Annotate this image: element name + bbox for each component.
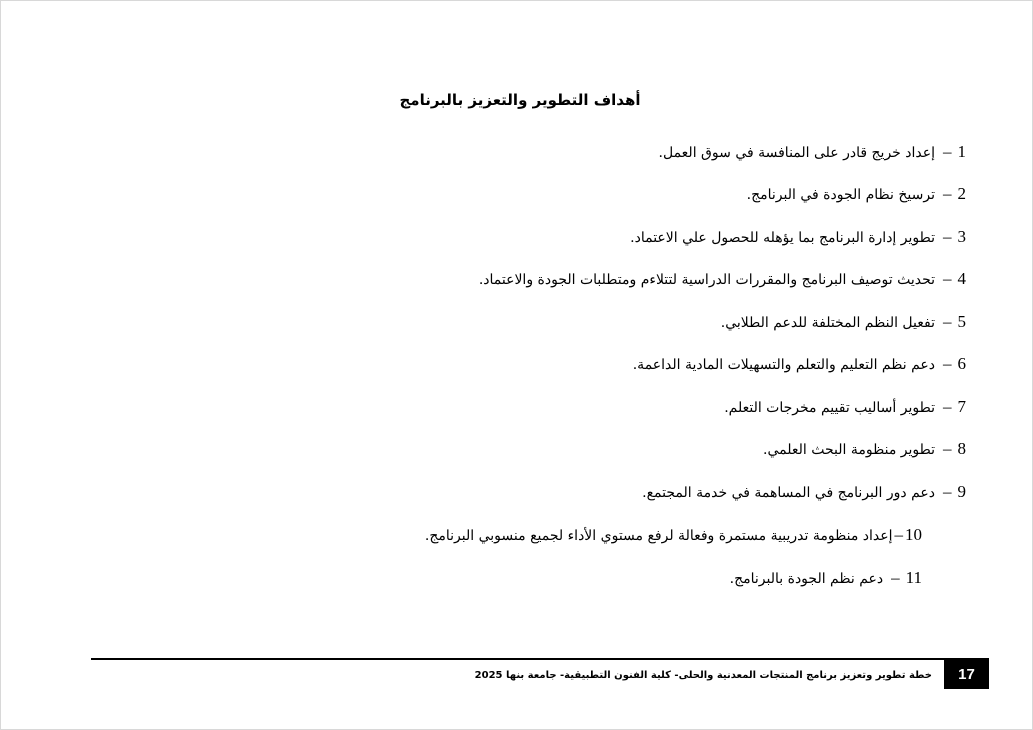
goal-dash: – — [943, 482, 952, 501]
goal-text: إعداد منظومة تدريبية مستمرة وفعالة لرفع مستوي الأداء لجميع منسوبي البرنامج. — [424, 528, 893, 544]
goal-dash: – — [943, 354, 952, 373]
goal-item — [724, 396, 966, 419]
goal-number: 5 — [957, 312, 966, 331]
goal-dash: – — [943, 227, 952, 246]
goal-item — [630, 226, 966, 249]
goal-item — [642, 481, 966, 504]
goal-item — [479, 268, 966, 291]
goal-text: تطوير إدارة البرنامج بما يؤهله للحصول علي الاعتماد. — [630, 230, 935, 246]
page-number: 17 — [944, 660, 989, 689]
goal-dash: – — [943, 439, 952, 458]
goal-text: تطوير أساليب تقييم مخرجات التعلم. — [724, 400, 935, 416]
goal-text: دعم نظم التعليم والتعلم والتسهيلات المادية الداعمة. — [632, 357, 935, 373]
goal-item — [730, 567, 922, 590]
goal-number: 1 — [957, 142, 966, 161]
goal-dash: – — [894, 525, 903, 544]
goal-dash: – — [943, 142, 952, 161]
goal-number: 2 — [957, 184, 966, 203]
goal-item — [633, 353, 966, 376]
goal-item — [721, 311, 966, 334]
footer-text: خطة تطوير وتعزيز برنامج المنتجات المعدنية والحلى- كلية الفنون التطبيقية- جامعة بنها 2025 — [474, 670, 932, 681]
goal-number: 10 — [905, 525, 922, 544]
goal-item — [763, 438, 966, 461]
goal-number: 9 — [957, 482, 966, 501]
goal-number: 4 — [957, 269, 966, 288]
goal-item — [747, 183, 966, 206]
goal-dash: – — [943, 269, 952, 288]
goal-dash: – — [943, 397, 952, 416]
goal-dash: – — [943, 184, 952, 203]
goal-number: 8 — [957, 439, 966, 458]
goal-number: 3 — [957, 227, 966, 246]
goal-number: 7 — [957, 397, 966, 416]
goal-text: دعم دور البرنامج في المساهمة في خدمة المجتمع. — [642, 485, 935, 501]
goal-number: 6 — [957, 354, 966, 373]
goal-text: تطوير منظومة البحث العلمي. — [763, 442, 935, 458]
footer-divider — [91, 658, 989, 660]
page-title: أهداف التطوير والتعزيز بالبرنامج — [399, 91, 641, 109]
goal-dash: – — [943, 312, 952, 331]
goal-text: إعداد خريج قادر على المنافسة في سوق العمل. — [658, 145, 935, 161]
goal-text: دعم نظم الجودة بالبرنامج. — [729, 571, 884, 587]
goal-number: 11 — [905, 568, 922, 587]
goal-text: تفعيل النظم المختلفة للدعم الطلابي. — [720, 315, 935, 331]
goal-dash: – — [891, 568, 900, 587]
goal-text: تحديث توصيف البرنامج والمقررات الدراسية لتتلاءم ومتطلبات الجودة والاعتماد. — [478, 272, 935, 288]
goal-item — [425, 524, 922, 547]
goal-text: ترسيخ نظام الجودة في البرنامج. — [746, 187, 935, 203]
goal-item — [659, 141, 966, 164]
